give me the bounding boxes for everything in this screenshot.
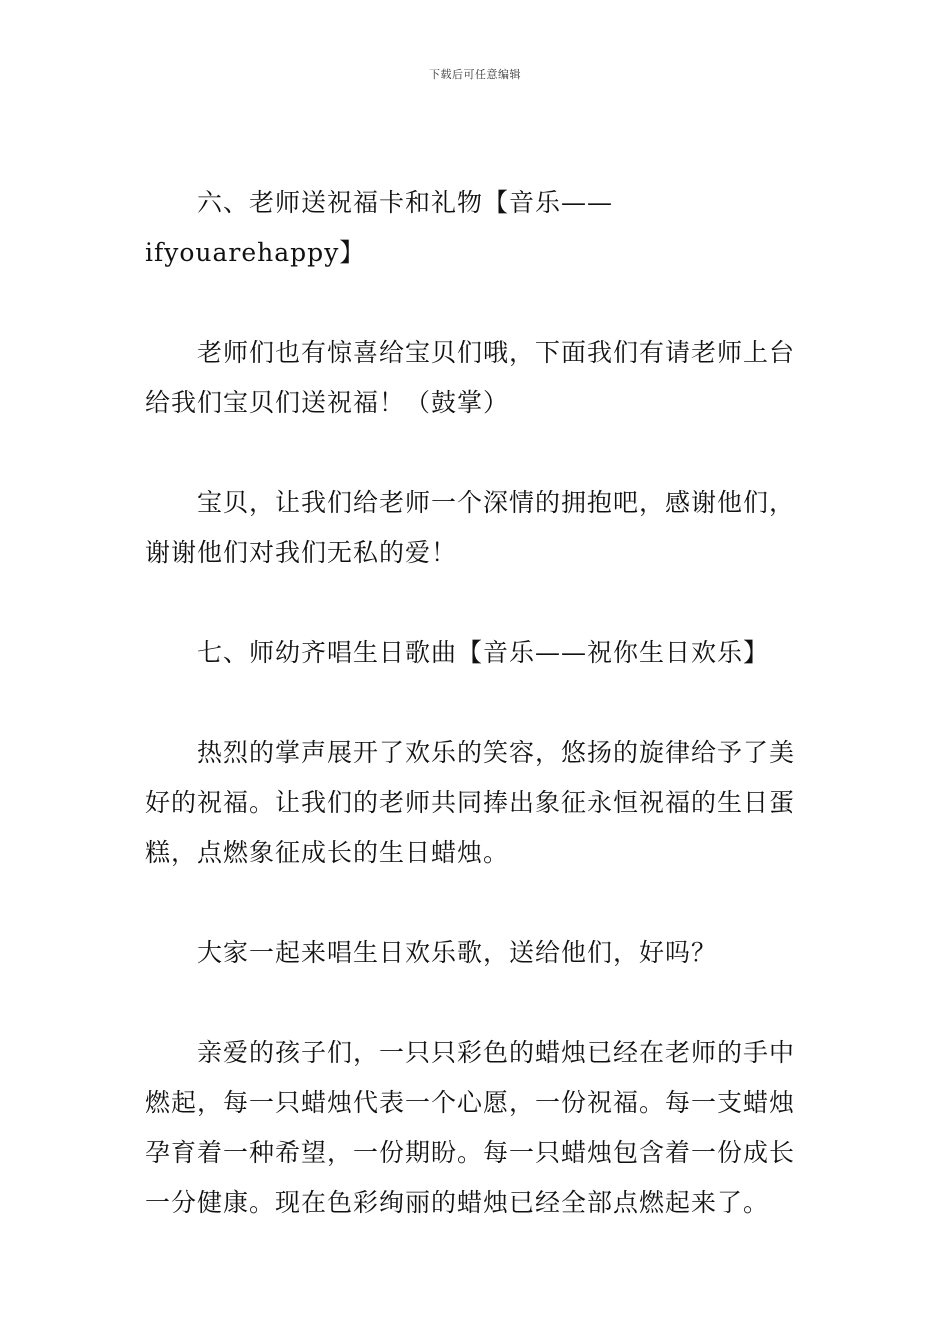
paragraph-teacher-surprise: 老师们也有惊喜给宝贝们哦，下面我们有请老师上台给我们宝贝们送祝福！（鼓掌） — [145, 338, 796, 417]
section-heading-six: 六、老师送祝福卡和礼物【音乐——ifyouarehappy】 — [145, 188, 614, 267]
document-body — [145, 178, 810, 1228]
paragraph-hug-teacher: 宝贝，让我们给老师一个深情的拥抱吧，感谢他们，谢谢他们对我们无私的爱！ — [145, 488, 796, 567]
paragraph-sing-together: 大家一起来唱生日欢乐歌，送给他们，好吗？ — [197, 938, 718, 967]
section-heading-seven: 七、师幼齐唱生日歌曲【音乐——祝你生日欢乐】 — [197, 638, 770, 667]
paragraph-candles: 亲爱的孩子们，一只只彩色的蜡烛已经在老师的手中燃起，每一只蜡烛代表一个心愿，一份祝福。每一支蜡烛孕育着一种希望，一份期盼。每一只蜡烛包含着一份成长一分健康。现在色彩绚丽的蜡烛已经全部点燃起来了。 — [145, 1038, 796, 1217]
paragraph-birthday-cake: 热烈的掌声展开了欢乐的笑容，悠扬的旋律给予了美好的祝福。让我们的老师共同捧出象征永恒祝福的生日蛋糕，点燃象征成长的生日蜡烛。 — [145, 738, 796, 867]
page-header-note: 下载后可任意编辑 — [429, 68, 521, 81]
